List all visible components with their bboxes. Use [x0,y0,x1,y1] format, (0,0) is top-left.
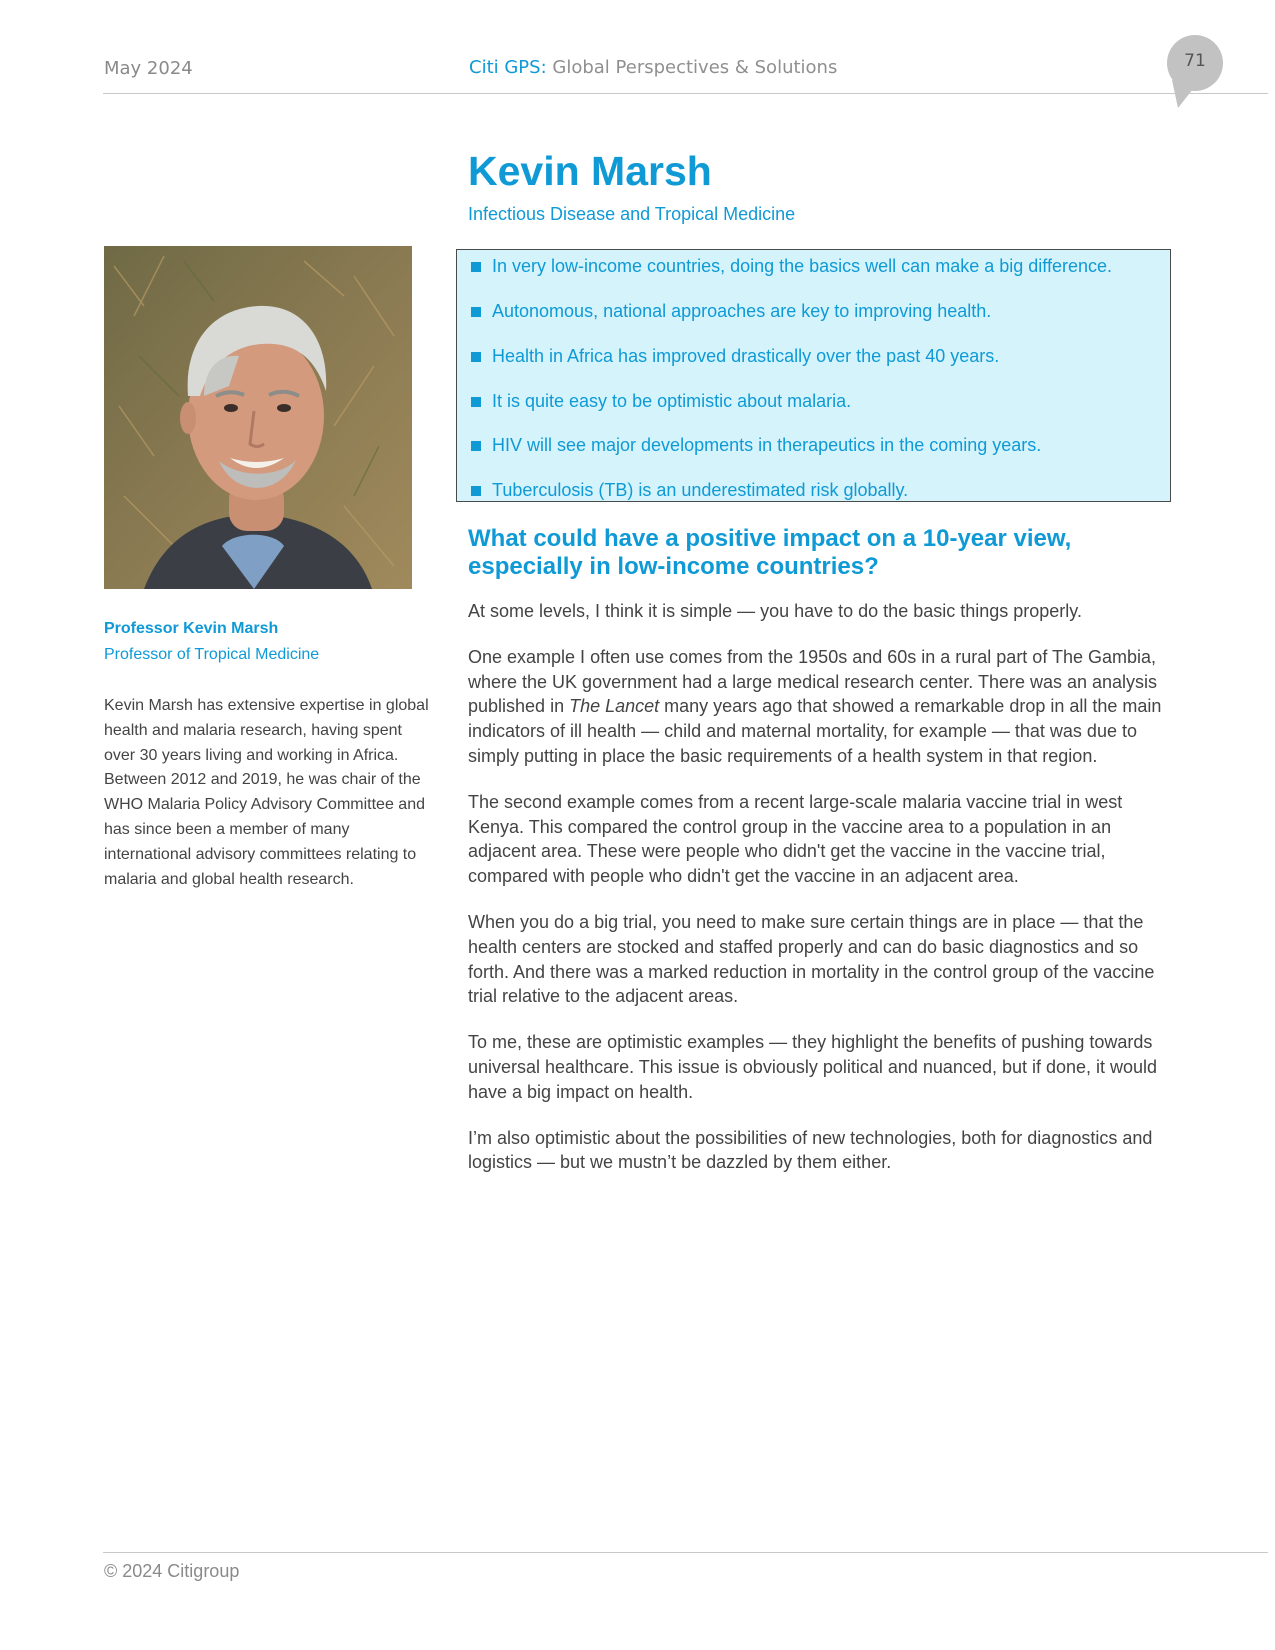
answer-paragraph: When you do a big trial, you need to make sure certain things are in place — that the health centers are stocked and staffed properly and can do basic diagnostics and so forth. And there was a marked reduction in mortality in the control group of the vaccine trial relative to the adjacent areas. [468,911,1155,1007]
answer-paragraph: I’m also optimistic about the possibilities of new technologies, both for diagnostics and logistics — but we mustn’t be dazzled by them either. [468,1127,1153,1173]
takeaway-item [457,391,1170,415]
bullet-square-icon [471,486,481,496]
page-number-badge [1167,35,1223,91]
takeaway-text: Tuberculosis (TB) is an underestimated risk globally. [492,480,909,500]
header-divider [103,93,1268,94]
takeaway-text: Autonomous, national approaches are key to improving health. [492,301,992,321]
page-title: Kevin Marsh [468,148,712,194]
publication-citation: The Lancet [569,696,660,717]
takeaway-text: In very low-income countries, doing the basics well can make a big difference. [492,256,1112,276]
header-date: May 2024 [104,58,193,79]
takeaway-text: Health in Africa has improved drastically over the past 40 years. [492,346,1000,366]
publication-title [469,57,837,78]
photo-caption-role: Professor of Tropical Medicine [104,646,320,663]
takeaway-text: It is quite easy to be optimistic about malaria. [492,391,852,411]
answer-text: One example I often use comes from the 1950s and 60s in a rural part of The Gambia, where the UK government had a large medical research center. There was an analysis published in [468,646,1158,717]
takeaway-item [457,346,1170,370]
answer-paragraph: To me, these are optimistic examples — they highlight the benefits of pushing towards universal healthcare. This issue is obviously political and nuanced, but if done, it would have a big impact on health. [468,1032,1158,1102]
profile-bio: Kevin Marsh has extensive expertise in global health and malaria research, having spent over 30 years living and working in Africa. Between 2012 and 2019, he was chair of the WHO Malaria Policy Advisory Committee and has since been a member of many international advisory committees relating to malaria and global health research. [104,697,429,888]
takeaway-item [457,435,1170,459]
takeaway-item [457,480,1170,504]
publication-brand: Citi GPS: [469,57,547,78]
bullet-square-icon [471,307,481,317]
bullet-square-icon [471,441,481,451]
interview-question: What could have a positive impact on a 10-year view, especially in low-income countries? [468,525,1072,580]
photo-caption-name: Professor Kevin Marsh [104,620,279,637]
answer-paragraph [468,645,1173,769]
page-number: 71 [1184,51,1206,71]
bullet-square-icon [471,397,481,407]
answer-text: many years ago that showed a remarkable drop in all the main indicators of ill health — child and maternal mortality, for example — that was due to simply putting in place the basic requirements of a health system in that region. [468,696,1162,766]
profile-photo [104,246,412,589]
answer-paragraph: The second example comes from a recent large-scale malaria vaccine trial in west Kenya. This compared the control group in the vaccine area to a population in an adjacent area. These were people who didn't get the vaccine in the vaccine trial, compared with people who didn't get the vaccine in an adjacent area. [468,791,1123,887]
bullet-square-icon [471,262,481,272]
takeaway-item [457,301,1170,325]
footer-copyright: © 2024 Citigroup [104,1561,240,1581]
answer-body [468,599,1173,1196]
answer-paragraph: At some levels, I think it is simple — you have to do the basic things properly. [468,601,1082,621]
key-takeaways-box [456,249,1171,502]
publication-subtitle: Global Perspectives & Solutions [552,57,838,78]
takeaway-item [457,256,1170,280]
bullet-square-icon [471,352,481,362]
page-subtitle: Infectious Disease and Tropical Medicine [468,204,796,224]
takeaway-text: HIV will see major developments in therapeutics in the coming years. [492,435,1042,455]
footer-divider [103,1552,1268,1553]
